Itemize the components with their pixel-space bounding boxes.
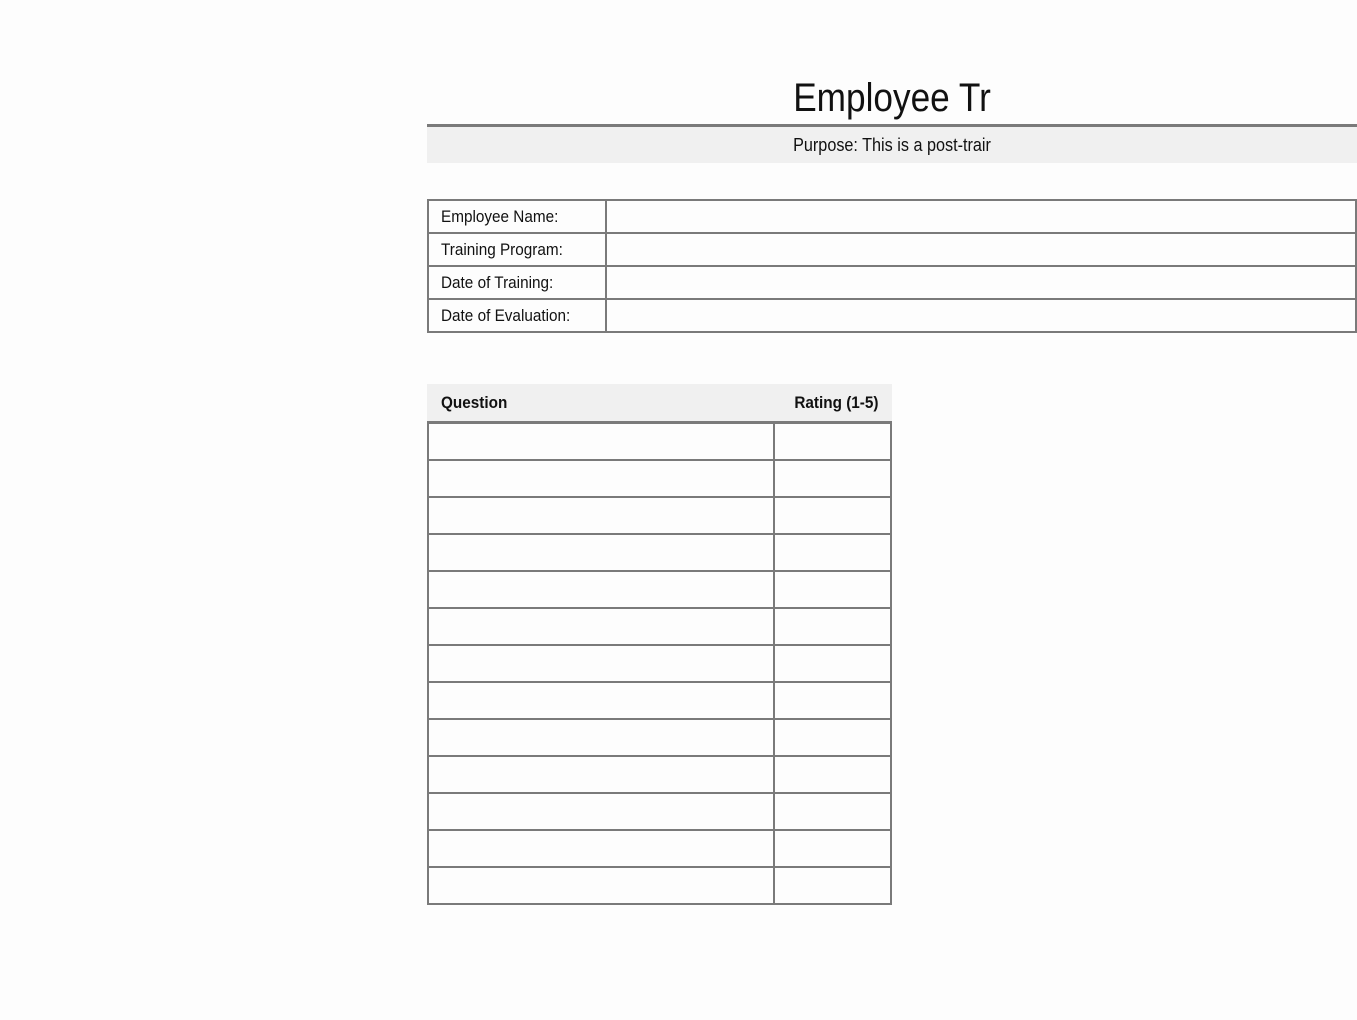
rating-cell[interactable] [774, 571, 892, 608]
rating-column-header: Rating (1-5) [793, 393, 878, 412]
info-row-training-program [428, 233, 1356, 266]
rating-cell[interactable] [774, 608, 892, 645]
question-cell[interactable] [428, 682, 774, 719]
table-row [428, 793, 891, 830]
rating-cell[interactable] [774, 756, 892, 793]
table-row [428, 571, 891, 608]
question-cell[interactable] [428, 571, 774, 608]
question-column-header: Question [441, 393, 508, 412]
info-row-date-of-evaluation [428, 299, 1356, 332]
question-cell[interactable] [428, 867, 774, 904]
info-label: Date of Training: [428, 266, 606, 299]
date-of-training-field[interactable] [606, 266, 1356, 299]
evaluation-table [427, 421, 892, 905]
employee-info-table [427, 199, 1357, 333]
rating-cell[interactable] [774, 830, 892, 867]
table-row [428, 756, 891, 793]
table-row [428, 645, 891, 682]
info-label: Date of Evaluation: [428, 299, 606, 332]
date-of-evaluation-field[interactable] [606, 299, 1356, 332]
question-cell[interactable] [428, 608, 774, 645]
purpose-banner [427, 124, 1357, 163]
question-cell[interactable] [428, 793, 774, 830]
training-program-field[interactable] [606, 233, 1356, 266]
rating-cell[interactable] [774, 793, 892, 830]
document-title: Employee Tr [793, 76, 991, 120]
table-row [428, 534, 891, 571]
table-row [428, 608, 891, 645]
info-label: Training Program: [428, 233, 606, 266]
rating-cell[interactable] [774, 460, 892, 497]
question-cell[interactable] [428, 460, 774, 497]
table-row [428, 719, 891, 756]
rating-cell[interactable] [774, 682, 892, 719]
rating-cell[interactable] [774, 867, 892, 904]
question-cell[interactable] [428, 756, 774, 793]
rating-cell[interactable] [774, 645, 892, 682]
evaluation-table-header [427, 384, 892, 421]
question-cell[interactable] [428, 534, 774, 571]
rating-cell[interactable] [774, 423, 892, 460]
question-cell[interactable] [428, 719, 774, 756]
table-row [428, 682, 891, 719]
rating-cell[interactable] [774, 534, 892, 571]
table-row [428, 423, 891, 460]
question-cell[interactable] [428, 497, 774, 534]
table-row [428, 497, 891, 534]
table-row [428, 830, 891, 867]
rating-cell[interactable] [774, 719, 892, 756]
info-row-employee-name [428, 200, 1356, 233]
document-page [427, 60, 991, 920]
employee-name-field[interactable] [606, 200, 1356, 233]
info-label: Employee Name: [428, 200, 606, 233]
table-row [428, 460, 891, 497]
table-row [428, 867, 891, 904]
question-cell[interactable] [428, 830, 774, 867]
question-cell[interactable] [428, 645, 774, 682]
rating-cell[interactable] [774, 497, 892, 534]
purpose-text: Purpose: This is a post-trair [793, 135, 991, 155]
info-row-date-of-training [428, 266, 1356, 299]
question-cell[interactable] [428, 423, 774, 460]
